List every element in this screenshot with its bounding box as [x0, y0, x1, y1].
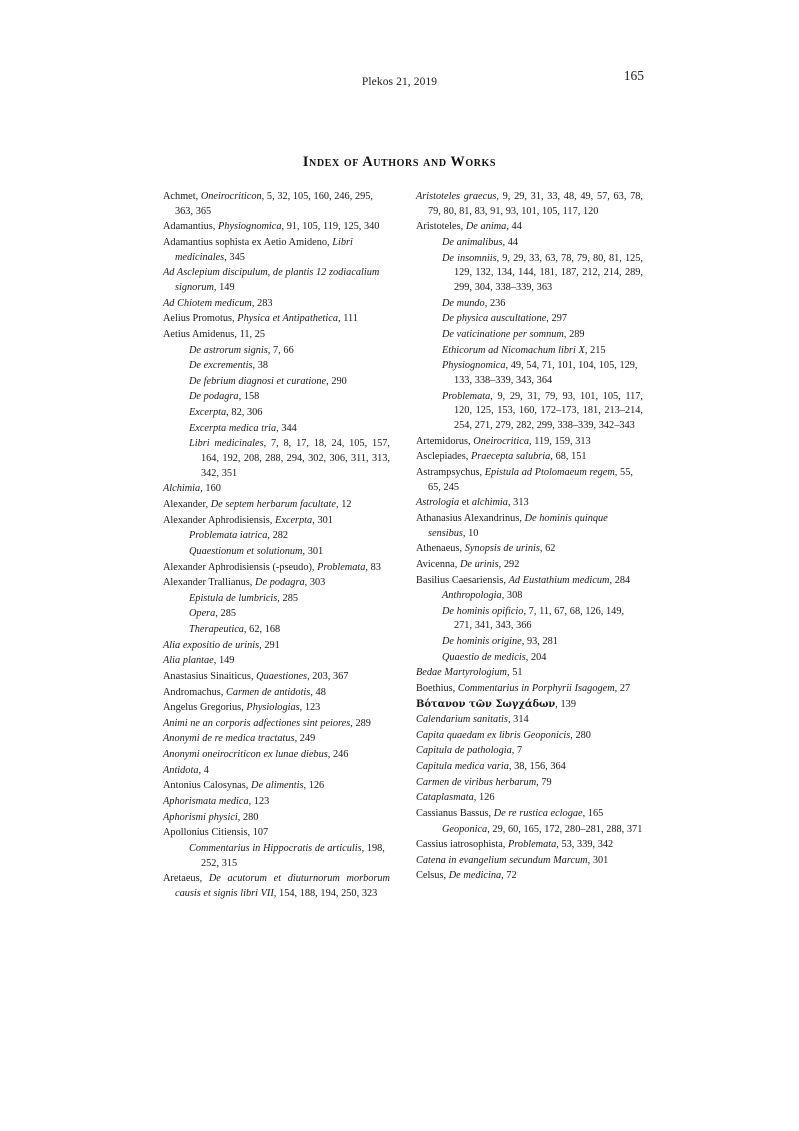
index-entry: De physica auscultatione, 297	[442, 313, 567, 325]
index-entry: Cataplasmata, 126	[416, 792, 495, 804]
index-entry: De febrium diagnosi et curatione, 290	[189, 375, 347, 387]
index-entry: Carmen de viribus herbarum, 79	[416, 776, 552, 788]
index-entry: Adamantius, Physiognomica, 91, 105, 119, 125, 340	[163, 221, 380, 233]
index-entry: Physiognomica, 49, 54, 71, 101, 104, 105, 129, 133, 338–339, 343, 364	[442, 360, 638, 386]
index-entry: De podagra, 158	[189, 391, 260, 403]
index-entry: Catena in evangelium secundum Marcum, 301	[416, 854, 609, 866]
index-entry: Calendarium sanitatis, 314	[416, 714, 529, 726]
index-entry: Ethicorum ad Nicomachum libri X, 215	[442, 344, 606, 356]
index-column-left	[163, 190, 390, 903]
index-entry: Commentarius in Hippocratis de articulis, 198, 252, 315	[189, 842, 385, 869]
index-entry: Astrologia et alchimia, 313	[416, 497, 529, 509]
index-entry: Adamantius sophista ex Aetio Amideno, Libri medicinales, 345	[163, 236, 353, 263]
index-entry: De mundo, 236	[442, 297, 506, 309]
index-columns	[163, 190, 643, 903]
index-entry: Anthropologia, 308	[442, 590, 523, 602]
index-entry: Epistula de lumbricis, 285	[189, 592, 298, 604]
index-entry: Achmet, Oneirocriticon, 5, 32, 105, 160, 246, 295, 363, 365	[163, 191, 373, 217]
index-entry: Astrampsychus, Epistula ad Ptolomaeum regem, 55, 65, 245	[416, 466, 633, 493]
index-entry: De insomniis, 9, 29, 33, 63, 78, 79, 80, 81, 125, 129, 132, 134, 144, 181, 187, 212, 214, 289, 299, 304, 338–339, 363	[442, 252, 643, 294]
index-entry: Anonymi oneirocriticon ex lunae diebus, 246	[163, 749, 349, 761]
index-entry: Basilius Caesariensis, Ad Eustathium medicum, 284	[416, 574, 631, 586]
page-number: 165	[623, 68, 644, 83]
index-entry: Aristoteles graecus, 9, 29, 31, 33, 48, 49, 57, 63, 78, 79, 80, 81, 83, 91, 93, 101, 105, 117, 120	[416, 191, 643, 217]
index-entry: Andromachus, Carmen de antidotis, 48	[163, 686, 326, 698]
index-entry: Alexander Aphrodisiensis (-pseudo), Problemata, 83	[163, 561, 381, 573]
index-entry: Opera, 285	[189, 608, 237, 620]
index-entry: Boethius, Commentarius in Porphyrii Isagogem, 27	[416, 682, 631, 694]
index-entry: Capitula medica varia, 38, 156, 364	[416, 761, 566, 773]
index-entry: Capitula de pathologia, 7	[416, 745, 523, 757]
index-entry: Antonius Calosynas, De alimentis, 126	[163, 780, 325, 792]
index-entry: Alexander Trallianus, De podagra, 303	[163, 577, 326, 589]
index-entry: Alexander, De septem herbarum facultate, 12	[163, 499, 352, 511]
index-entry: Aphorismata medica, 123	[163, 795, 270, 807]
index-entry: Anastasius Sinaiticus, Quaestiones, 203, 367	[163, 670, 349, 682]
index-entry: De animalibus, 44	[442, 236, 518, 248]
index-entry: Aelius Promotus, Physica et Antipathetica, 111	[163, 313, 358, 325]
index-entry: Athanasius Alexandrinus, De hominis quinque sensibus, 10	[416, 512, 608, 539]
index-entry: Animi ne an corporis adfectiones sint peiores, 289	[163, 717, 371, 729]
index-entry: Therapeutica, 62, 168	[189, 624, 281, 636]
index-entry: De hominis opificio, 7, 11, 67, 68, 126, 149, 271, 341, 343, 366	[442, 605, 625, 632]
index-column-right	[416, 190, 643, 885]
index-entry: Aphorismi physici, 280	[163, 811, 259, 823]
index-entry: Quaestionum et solutionum, 301	[189, 545, 324, 557]
index-entry: Alia plantae, 149	[163, 655, 235, 667]
index-entry: Aretaeus, De acutorum et diuturnorum morborum causis et signis libri VII, 154, 188, 194, 250, 323	[163, 873, 390, 899]
index-entry: De hominis origine, 93, 281	[442, 636, 558, 648]
index-entry: Aristoteles, De anima, 44	[416, 221, 522, 233]
index-entry: Apollonius Citiensis, 107	[163, 827, 269, 839]
index-entry: Excerpta medica tria, 344	[189, 422, 297, 434]
index-entry: Cassius iatrosophista, Problemata, 53, 339, 342	[416, 839, 614, 851]
index-entry: Celsus, De medicina, 72	[416, 870, 517, 882]
index-entry: Asclepiades, Praecepta salubria, 68, 151	[416, 451, 587, 463]
running-head	[163, 76, 636, 96]
index-entry: Ad Asclepium discipulum, de plantis 12 zodiacalium signorum, 149	[163, 267, 380, 294]
index-entry: Anonymi de re medica tractatus, 249	[163, 733, 316, 745]
index-entry: De vaticinatione per somnum, 289	[442, 328, 585, 340]
index-entry: Problemata, 9, 29, 31, 79, 93, 101, 105, 117, 120, 125, 153, 160, 172–173, 181, 213–214, 254, 271, 279, 282, 299, 338–339, 342–343	[442, 390, 643, 432]
index-entry: Antidota, 4	[163, 764, 209, 776]
index-entry: Ad Chiotem medicum, 283	[163, 297, 273, 309]
index-entry: Βότανον τῶν Σωγχάδων, 139	[416, 698, 576, 710]
index-entry: Geoponica, 29, 60, 165, 172, 280–281, 288, 371	[442, 823, 643, 835]
index-entry: Excerpta, 82, 306	[189, 407, 263, 419]
journal-citation: Plekos 21, 2019	[361, 76, 438, 88]
index-entry: Alchimia, 160	[163, 483, 221, 495]
index-entry: Angelus Gregorius, Physiologias, 123	[163, 702, 321, 714]
index-entry: De astrorum signis, 7, 66	[189, 344, 294, 356]
index-entry: Artemidorus, Oneirocritica, 119, 159, 313	[416, 435, 591, 447]
index-entry: Libri medicinales, 7, 8, 17, 18, 24, 105, 157, 164, 192, 208, 288, 294, 302, 306, 311, 313, 342, 351	[189, 438, 390, 479]
page-title: Index of Authors and Works	[302, 153, 497, 170]
index-entry: Problemata iatrica, 282	[189, 530, 289, 542]
index-entry: Athenaeus, Synopsis de urinis, 62	[416, 543, 556, 555]
index-entry: Capita quaedam ex libris Geoponicis, 280	[416, 729, 591, 741]
index-entry: Quaestio de medicis, 204	[442, 651, 547, 663]
index-entry: Bedae Martyrologium, 51	[416, 667, 523, 679]
index-entry: Cassianus Bassus, De re rustica eclogae, 165	[416, 807, 604, 819]
index-entry: Avicenna, De urinis, 292	[416, 558, 520, 570]
index-entry: De excrementis, 38	[189, 360, 269, 372]
index-entry: Aetius Amidenus, 11, 25	[163, 328, 266, 340]
index-entry: Alexander Aphrodisiensis, Excerpta, 301	[163, 514, 333, 526]
index-entry: Alia expositio de urinis, 291	[163, 639, 280, 651]
